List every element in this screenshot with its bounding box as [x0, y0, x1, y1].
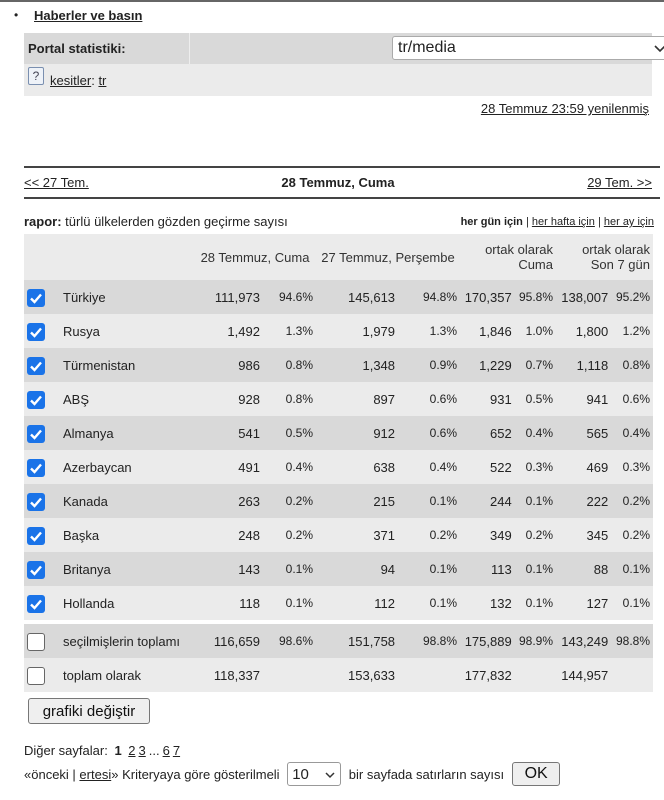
country-name: Hollanda: [60, 586, 194, 620]
percent-cell: 0.1%: [263, 586, 316, 620]
percent-cell: 0.1%: [263, 552, 316, 586]
value-cell: 143: [194, 552, 263, 586]
page-current: 1: [114, 743, 122, 758]
percent-cell: 0.9%: [398, 348, 460, 382]
value-cell: 170,357: [460, 280, 515, 314]
percent-cell: 0.5%: [515, 382, 556, 416]
selected-total-label: seçilmişlerin toplamı: [60, 624, 194, 658]
percent-cell: 0.2%: [263, 518, 316, 552]
percent-cell: 0.8%: [263, 348, 316, 382]
value-cell: 349: [460, 518, 515, 552]
period-monthly-link[interactable]: her ay için: [603, 216, 654, 228]
value-cell: 371: [316, 518, 398, 552]
header-friday: 28 Temmuz, Cuma: [194, 234, 316, 280]
row-checkbox[interactable]: [27, 357, 45, 375]
page-3-link[interactable]: 3: [138, 743, 146, 758]
value-cell: 1,492: [194, 314, 263, 348]
country-name: Başka: [60, 518, 194, 552]
value-cell: 541: [194, 416, 263, 450]
value-cell: 1,118: [556, 348, 611, 382]
percent-cell: 95.2%: [611, 280, 653, 314]
top-divider: [0, 0, 664, 2]
percent-cell: [515, 658, 556, 692]
value-cell: 263: [194, 484, 263, 518]
period-daily: her gün için: [460, 216, 523, 228]
percent-cell: 94.8%: [398, 280, 460, 314]
value-cell: 931: [460, 382, 515, 416]
percent-cell: 0.8%: [263, 382, 316, 416]
value-cell: 1,846: [460, 314, 515, 348]
percent-cell: 0.6%: [398, 416, 460, 450]
value-cell: 345: [556, 518, 611, 552]
next-day-link[interactable]: 29 Tem. >>: [587, 175, 652, 190]
period-separator: |: [525, 216, 529, 228]
table-header-row: [24, 234, 653, 280]
percent-cell: 0.4%: [515, 416, 556, 450]
percent-cell: 0.6%: [611, 382, 653, 416]
value-cell: 897: [316, 382, 398, 416]
row-checkbox[interactable]: [27, 527, 45, 545]
value-cell: 88: [556, 552, 611, 586]
percent-cell: 0.5%: [263, 416, 316, 450]
percent-cell: 95.8%: [515, 280, 556, 314]
page-6-link[interactable]: 6: [162, 743, 170, 758]
value-cell: 138,007: [556, 280, 611, 314]
grand-total-row: [24, 658, 653, 692]
percent-cell: 0.4%: [398, 450, 460, 484]
percent-cell: 98.6%: [263, 624, 316, 658]
percent-cell: 0.6%: [398, 382, 460, 416]
value-cell: 222: [556, 484, 611, 518]
percent-cell: 0.3%: [611, 450, 653, 484]
row-checkbox[interactable]: [27, 323, 45, 341]
table-row: [24, 382, 653, 416]
value-cell: 1,979: [316, 314, 398, 348]
grand-total-label: toplam olarak: [60, 658, 194, 692]
page-2-link[interactable]: 2: [128, 743, 136, 758]
percent-cell: 0.2%: [515, 518, 556, 552]
current-date: 28 Temmuz, Cuma: [281, 175, 395, 190]
criteria-text: Kriteryaya göre gösterilmeli: [118, 766, 284, 782]
percent-cell: 0.2%: [263, 484, 316, 518]
country-name: Almanya: [60, 416, 194, 450]
portal-select[interactable]: [392, 36, 664, 60]
country-name: Rusya: [60, 314, 194, 348]
prev-day-link[interactable]: << 27 Tem.: [24, 175, 89, 190]
country-stats-table: [24, 234, 653, 692]
percent-cell: 98.8%: [398, 624, 460, 658]
cuts-value-link[interactable]: tr: [98, 72, 107, 88]
row-checkbox[interactable]: [27, 493, 45, 511]
header-common-friday: ortak olarak Cuma: [460, 234, 556, 280]
page-ellipsis: ...: [148, 743, 160, 758]
report-label: rapor:: [24, 214, 62, 229]
value-cell: 244: [460, 484, 515, 518]
portal-statistics-label: Portal statistiki:: [28, 41, 126, 56]
grand-total-checkbox[interactable]: [27, 667, 45, 685]
table-row: [24, 416, 653, 450]
quote-close: »: [111, 766, 119, 782]
cuts-bar: [24, 64, 652, 96]
percent-cell: 94.6%: [263, 280, 316, 314]
separator: |: [68, 766, 80, 782]
row-checkbox[interactable]: [27, 289, 45, 307]
percent-cell: 0.1%: [515, 586, 556, 620]
table-row: [24, 586, 653, 620]
percent-cell: 0.3%: [515, 450, 556, 484]
table-row: [24, 484, 653, 518]
divider: [189, 33, 190, 64]
value-cell: 132: [460, 586, 515, 620]
value-cell: 469: [556, 450, 611, 484]
value-cell: 1,800: [556, 314, 611, 348]
value-cell: 111,973: [194, 280, 263, 314]
percent-cell: 0.1%: [398, 484, 460, 518]
percent-cell: 1.2%: [611, 314, 653, 348]
percent-cell: 0.1%: [611, 586, 653, 620]
value-cell: 145,613: [316, 280, 398, 314]
value-cell: 912: [316, 416, 398, 450]
portal-statistics-bar: [24, 33, 652, 64]
row-checkbox[interactable]: [27, 459, 45, 477]
country-name: Kanada: [60, 484, 194, 518]
percent-cell: 0.2%: [611, 518, 653, 552]
value-cell: 116,659: [194, 624, 263, 658]
ok-button[interactable]: OK: [512, 762, 560, 786]
header-common-7days: ortak olarak Son 7 gün: [556, 234, 653, 280]
rows-per-page-value: 10: [292, 765, 309, 783]
value-cell: 113: [460, 552, 515, 586]
period-weekly-link[interactable]: her hafta için: [531, 216, 595, 228]
row-checkbox[interactable]: [27, 391, 45, 409]
report-caption: [24, 214, 654, 232]
page-7-link[interactable]: 7: [172, 743, 181, 758]
percent-cell: 0.1%: [398, 552, 460, 586]
value-cell: 151,758: [316, 624, 398, 658]
percent-cell: 1.3%: [263, 314, 316, 348]
percent-cell: 0.4%: [263, 450, 316, 484]
value-cell: 491: [194, 450, 263, 484]
bottom-controls: [24, 762, 664, 786]
date-navigation: [24, 166, 660, 199]
value-cell: 1,229: [460, 348, 515, 382]
percent-cell: 0.2%: [398, 518, 460, 552]
percent-cell: 0.4%: [611, 416, 653, 450]
percent-cell: 0.1%: [398, 586, 460, 620]
value-cell: 986: [194, 348, 263, 382]
value-cell: 1,348: [316, 348, 398, 382]
value-cell: 143,249: [556, 624, 611, 658]
bullet: •: [14, 8, 19, 22]
section-title-link[interactable]: Haberler ve basın: [34, 8, 143, 23]
pagination-label: Diğer sayfalar:: [24, 743, 108, 758]
value-cell: 112: [316, 586, 398, 620]
row-checkbox[interactable]: [27, 595, 45, 613]
value-cell: 153,633: [316, 658, 398, 692]
table-row: [24, 280, 653, 314]
value-cell: 652: [460, 416, 515, 450]
value-cell: 175,889: [460, 624, 515, 658]
change-graph-button[interactable]: grafiki değiştir: [28, 698, 150, 724]
percent-cell: 0.7%: [515, 348, 556, 382]
value-cell: 118,337: [194, 658, 263, 692]
cuts-separator: :: [91, 72, 95, 88]
portal-select-value: tr/media: [398, 39, 456, 56]
country-name: Türkiye: [60, 280, 194, 314]
percent-cell: 0.1%: [515, 552, 556, 586]
value-cell: 127: [556, 586, 611, 620]
value-cell: 215: [316, 484, 398, 518]
table-row: [24, 450, 653, 484]
percent-cell: [263, 658, 316, 692]
percent-cell: 1.0%: [515, 314, 556, 348]
selected-total-checkbox[interactable]: [27, 633, 45, 651]
value-cell: 638: [316, 450, 398, 484]
table-row: [24, 552, 653, 586]
rows-suffix-text: bir sayfada satırların sayısı: [345, 766, 505, 782]
country-name: ABŞ: [60, 382, 194, 416]
selected-total-row: [24, 624, 653, 658]
country-name: Azerbaycan: [60, 450, 194, 484]
table-row: [24, 314, 653, 348]
value-cell: 928: [194, 382, 263, 416]
chevron-down-icon: [653, 41, 664, 55]
period-separator: |: [597, 216, 601, 228]
header-thursday: 27 Temmuz, Perşembe: [316, 234, 460, 280]
quote-open: «: [24, 766, 32, 782]
value-cell: 565: [556, 416, 611, 450]
next-page-link[interactable]: ertesi: [79, 766, 112, 782]
percent-cell: 0.1%: [515, 484, 556, 518]
value-cell: 177,832: [460, 658, 515, 692]
percent-cell: 0.1%: [611, 552, 653, 586]
percent-cell: 1.3%: [398, 314, 460, 348]
refresh-time-link[interactable]: 28 Temmuz 23:59 yenilenmiş: [480, 101, 649, 116]
report-description: türlü ülkelerden gözden geçirme sayısı: [61, 214, 288, 229]
row-checkbox[interactable]: [27, 425, 45, 443]
country-name: Türmenistan: [60, 348, 194, 382]
value-cell: 94: [316, 552, 398, 586]
percent-cell: [398, 658, 460, 692]
percent-cell: 0.8%: [611, 348, 653, 382]
table-row: [24, 518, 653, 552]
prev-page-text: önceki: [31, 766, 69, 782]
percent-cell: 98.8%: [611, 624, 653, 658]
period-selector: [461, 216, 654, 228]
table-row: [24, 348, 653, 382]
country-name: Britanya: [60, 552, 194, 586]
percent-cell: 0.2%: [611, 484, 653, 518]
rows-per-page-select[interactable]: [287, 762, 341, 786]
value-cell: 248: [194, 518, 263, 552]
percent-cell: [611, 658, 653, 692]
chevron-down-icon: [324, 769, 336, 781]
row-checkbox[interactable]: [27, 561, 45, 579]
pagination: [24, 743, 180, 758]
value-cell: 941: [556, 382, 611, 416]
percent-cell: 98.9%: [515, 624, 556, 658]
cuts-link[interactable]: kesitler: [50, 72, 92, 88]
value-cell: 144,957: [556, 658, 611, 692]
value-cell: 522: [460, 450, 515, 484]
value-cell: 118: [194, 586, 263, 620]
help-icon[interactable]: ?: [28, 67, 44, 85]
